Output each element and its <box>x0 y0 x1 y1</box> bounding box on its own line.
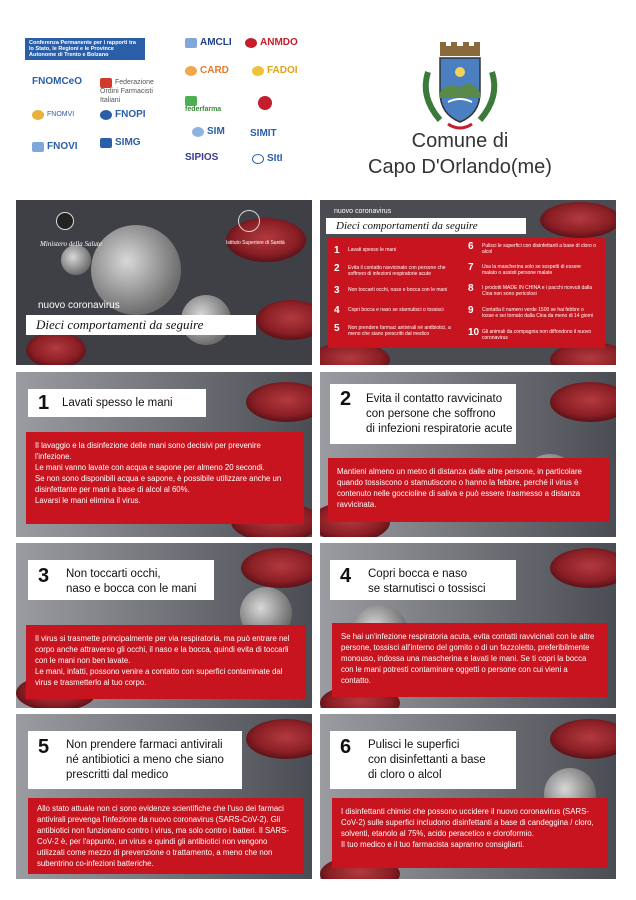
list-item-number: 1 <box>334 245 340 256</box>
amcli-icon <box>185 38 197 48</box>
list-item-number: 5 <box>334 323 340 334</box>
rule-body <box>332 798 608 868</box>
partner-logos <box>20 30 305 180</box>
rule-body-paragraph: Mantieni almeno un metro di distanza dalle altre persone, in particolare quando tossiscono o stamutiscono o hanno la febbre, perché il virus è contenuto nelle goccioline di saliva e può essere trasmesso a distanza ravvicinata. <box>337 467 582 509</box>
list-item-text: Contatta il numero verde 1500 se hai febbre o tosse e sei tornato dalla Cina da meno di 14 giorni <box>482 307 594 319</box>
ministry-label: Ministero della Salute <box>40 240 102 248</box>
list-item-number: 6 <box>468 241 474 252</box>
rule-body-paragraph: Se hai un'infezione respiratoria acuta, evita contatti ravvicinati con le altre persone, tossisci all'interno del gomito o di un fazzoletto, preferibilmente monouso, indossa una mascherina e lavati le mani. Se ti copri la bocca con le mani potresti contaminare oggetti o persone con cui vieni a contatto. <box>341 632 595 685</box>
logo-fnovi <box>32 142 78 152</box>
rule-card-2 <box>320 372 616 537</box>
rule-body <box>332 623 608 697</box>
list-banner: Dieci comportamenti da seguire <box>326 218 526 234</box>
logo-siti-text: SItI <box>267 153 283 164</box>
rule-body <box>26 625 306 699</box>
republic-emblem-icon <box>56 212 74 230</box>
logo-fofi-text: Federazione Ordini Farmacisti Italiani <box>100 79 154 104</box>
rule-body-paragraph: Il virus si trasmette principalmente per via respiratoria, ma può entrare nel corpo anche attraverso gli occhi, il naso e la bocca, quindi evita di toccarli con le mani non ben lavate. <box>35 634 290 665</box>
logo-fnomceo <box>32 78 82 87</box>
logo-simg <box>100 138 141 148</box>
rule-title-line: se starnutisci o tossisci <box>368 583 486 595</box>
rule-title-line: di cloro o alcol <box>368 769 442 781</box>
list-item-text: Pulisci le superfici con disinfettanti a base di cloro o alcol <box>482 243 596 255</box>
rule-body-paragraph: Le mani vanno lavate con acqua e sapone per almeno 20 secondi. <box>35 463 265 472</box>
intro-card <box>16 200 312 365</box>
sim-icon <box>192 127 204 137</box>
logo-emblem <box>258 96 275 110</box>
logo-amcli-text: AMCLI <box>200 37 232 48</box>
rule-title-line: Copri bocca e naso <box>368 568 468 580</box>
rule-number: 3 <box>38 565 50 587</box>
rule-title-line: Non prendere farmaci antivirali <box>66 739 223 751</box>
list-subtitle: nuovo coronavirus <box>334 208 392 215</box>
fnopi-icon <box>100 110 112 120</box>
list-item-text: Copri bocca e naso se starnutisci o tossisci <box>348 307 444 313</box>
list-card <box>320 200 616 365</box>
list-item-number: 7 <box>468 262 474 273</box>
logo-anmdo <box>245 38 298 48</box>
federfarma-cross-icon <box>185 96 197 106</box>
list-item-text: Non prendere farmaci antivirali né antibiotici, a meno che siano prescritti dal medico <box>348 325 451 337</box>
iss-emblem-icon <box>238 210 260 232</box>
fnomvi-icon <box>32 110 44 120</box>
list-item-number: 3 <box>334 285 340 296</box>
list-item-text: I prodotti MADE IN CHINA e i pacchi ricevuti dalla Cina non sono pericolosi <box>482 285 593 297</box>
rule-body-paragraph: Lavarsi le mani elimina il virus. <box>35 496 141 505</box>
rule-body <box>26 432 304 524</box>
logo-sipios-text: SIPIOS <box>185 152 219 163</box>
rule-number: 4 <box>340 565 352 587</box>
rule-body-paragraph: Le mani, infatti, possono venire a contatto con superfici contaminate dal virus e trasmetterlo al tuo corpo. <box>35 667 283 687</box>
logo-siti <box>252 154 283 164</box>
logo-sipios <box>185 154 218 163</box>
rule-title-line: prescritti dal medico <box>66 769 169 781</box>
intro-subtitle: nuovo coronavirus <box>38 300 120 311</box>
rule-title-line: di infezioni respiratorie acute <box>366 423 513 435</box>
logo-anmdo-text: ANMDO <box>260 37 298 48</box>
rule-title-line: con disinfettanti a base <box>368 754 486 766</box>
list-item-text: Gli animali da compagnia non diffondono il nuovo coronavirus <box>482 329 592 341</box>
logo-conferenza <box>25 38 145 60</box>
rule-body-paragraph: Il lavaggio e la disinfezione delle mani sono decisivi per prevenire l'infezione. <box>35 441 261 461</box>
logo-federfarma <box>185 96 221 115</box>
rule-body-paragraph: Il tuo medico e il tuo farmacista sapranno consigliarti. <box>341 840 525 849</box>
rule-body <box>328 458 610 522</box>
logo-simit-text: SIMIT <box>250 128 277 139</box>
list-item-number: 8 <box>468 283 474 294</box>
list-item-number: 4 <box>334 305 340 316</box>
rule-body <box>28 798 304 874</box>
card-icon <box>185 66 197 76</box>
logo-simit <box>250 130 277 139</box>
rule-body-paragraph: Allo stato attuale non ci sono evidenze scientifiche che l'uso dei farmaci antivirali prevenga l'infezione da nuovo coronavirus (SARS-CoV-2). Gli antibiotici non funzionano contro i virus, ma solo contro i batteri. Il SARS-CoV-2 è, per l'appunto, un virus e quindi gli antibiotici non vengono utilizzati come mezzo di prevenzione o trattamento, a meno che non subentrino co-infezioni batteriche. <box>37 804 289 868</box>
rule-title-line: Non toccarti occhi, <box>66 568 161 580</box>
list-item-text: Evita il contatto ravvicinato con persone che soffrono di infezioni respiratorie acute <box>348 265 446 277</box>
intro-banner: Dieci comportamenti da seguire <box>26 315 256 335</box>
rule-number: 6 <box>340 736 352 758</box>
logo-card <box>185 66 229 76</box>
simg-icon <box>100 138 112 148</box>
list-item-text: Lavati spesso le mani <box>348 247 397 253</box>
logo-fnomvi <box>32 110 74 120</box>
rule-card-1 <box>16 372 312 537</box>
town-crest <box>410 42 510 132</box>
rule-title-line: Evita il contatto ravvicinato <box>366 393 503 405</box>
fofi-cross-icon <box>100 78 112 88</box>
list-item-text: Non toccarti occhi, naso e bocca con le mani <box>348 287 448 293</box>
rule-title-line: Pulisci le superfici <box>368 739 460 751</box>
crest-icon <box>410 42 510 132</box>
list-item-number: 10 <box>468 327 480 338</box>
logo-card-text: CARD <box>200 65 229 76</box>
logo-fadoi-text: FADOI <box>267 65 298 76</box>
town-name-line2: Capo D'Orlando(me) <box>368 156 552 178</box>
institute-label: Istituto Superiore di Sanità <box>226 240 285 246</box>
behaviours-list <box>328 238 605 348</box>
logo-fnomceo-text: FNOMCeO <box>32 76 82 87</box>
rule-body-paragraph: Se non sono disponibili acqua e sapone, è possibile utilizzare anche un disinfettante per mani a base di alcol al 60%. <box>35 474 282 494</box>
logo-sim <box>192 127 225 137</box>
logo-simg-text: SIMG <box>115 137 141 148</box>
rule-title-line: né antibiotici a meno che siano <box>66 754 224 766</box>
logo-federfarma-text: federfarma <box>185 106 222 113</box>
rule-title-line: con persone che soffrono <box>366 408 496 420</box>
rule-number: 1 <box>38 392 50 414</box>
rule-card-3 <box>16 543 312 708</box>
rule-card-5 <box>16 714 312 879</box>
anmdo-icon <box>245 38 257 48</box>
rule-body-paragraph: I disinfettanti chimici che possono uccidere il nuovo coronavirus (SARS-CoV-2) sulle superfici includono disinfettanti a base di candeggina / cloro, solventi, etanolo al 75%, acido peracetico e cloroformio. <box>341 807 594 838</box>
logo-conferenza-text: Conferenza Permanente per i rapporti tra lo Stato, le Regioni e le Province Autonome di Trento e Bolzano <box>29 40 136 58</box>
rule-number: 2 <box>340 388 352 410</box>
logo-fofi <box>100 78 170 106</box>
list-item-text: Usa la mascherina solo se sospetti di essere malato o assisti persone malate <box>482 264 581 276</box>
logo-fnovi-text: FNOVI <box>47 141 78 152</box>
logo-sim-text: SIM <box>207 126 225 137</box>
rule-title-line: Lavati spesso le mani <box>62 397 173 409</box>
fadoi-icon <box>252 66 264 76</box>
town-name <box>330 128 590 180</box>
logo-fnopi-text: FNOPI <box>115 109 146 120</box>
logo-fadoi <box>252 66 298 76</box>
siti-icon <box>252 154 264 164</box>
logo-fnopi <box>100 110 146 120</box>
rule-card-4 <box>320 543 616 708</box>
emblem-icon <box>258 96 272 110</box>
logo-amcli <box>185 38 232 48</box>
rule-number: 5 <box>38 736 50 758</box>
rule-title-line: naso e bocca con le mani <box>66 583 197 595</box>
list-item-number: 9 <box>468 305 474 316</box>
rule-card-6 <box>320 714 616 879</box>
list-item-number: 2 <box>334 263 340 274</box>
fnovi-icon <box>32 142 44 152</box>
town-name-line1: Comune di <box>411 130 509 152</box>
logo-fnomvi-text: FNOMVI <box>47 111 75 118</box>
